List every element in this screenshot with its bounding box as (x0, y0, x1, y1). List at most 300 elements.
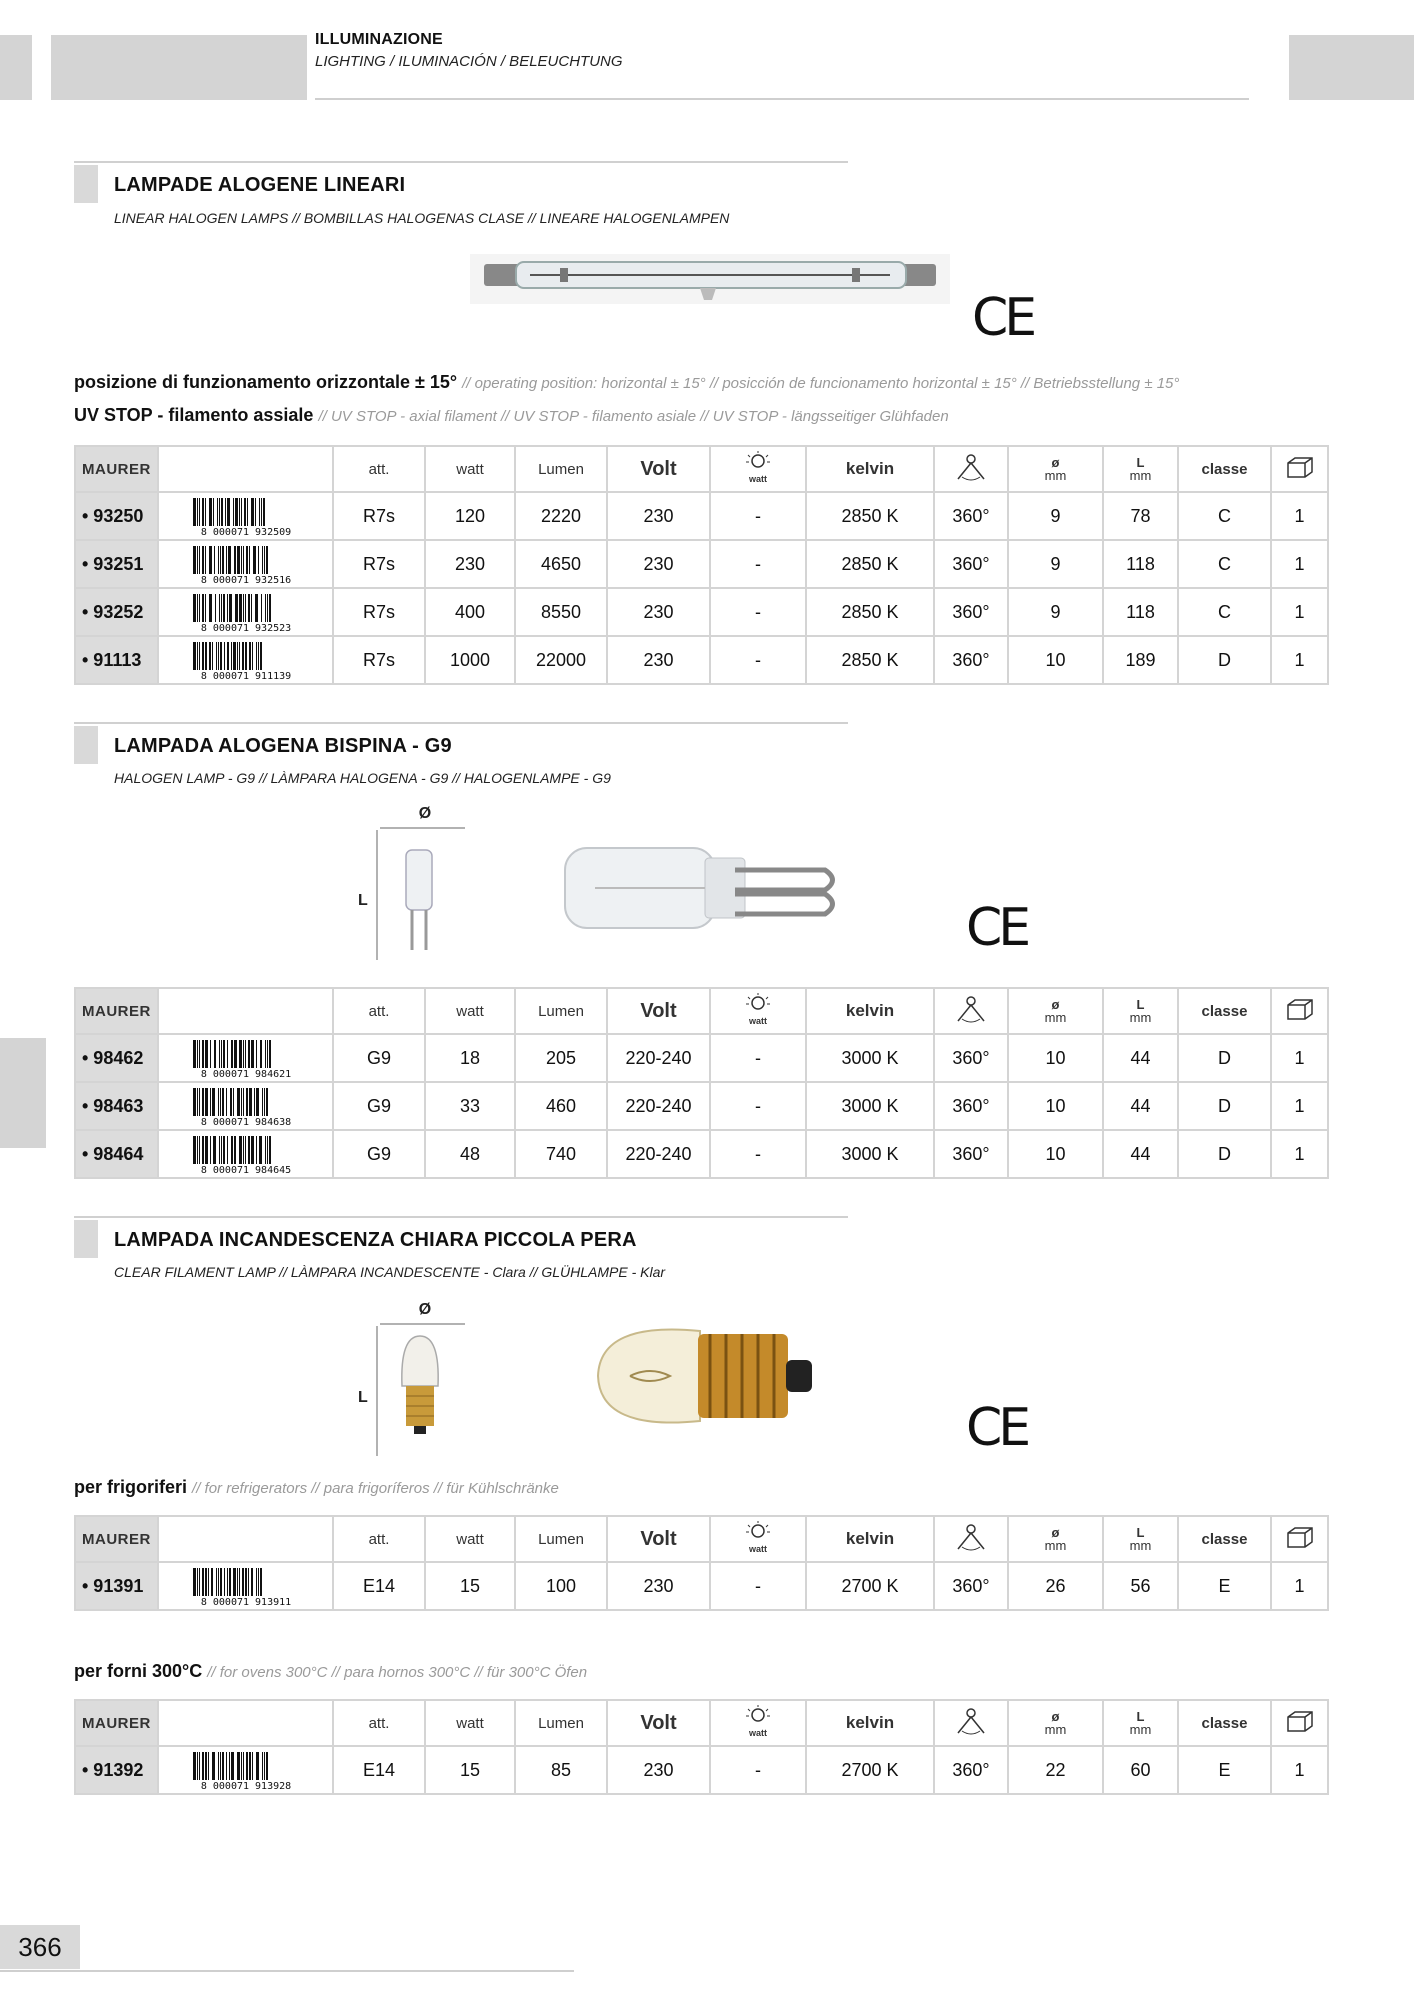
brand-logo: MAURER (75, 1700, 158, 1746)
barcode-bar (251, 1568, 253, 1596)
barcode-bar (199, 498, 200, 526)
spec-table-g9 (74, 987, 1329, 1179)
length-symbol: L (1136, 1525, 1145, 1540)
barcode-number: 8 000071 984638 (200, 1117, 291, 1126)
barcode-bar (209, 498, 212, 526)
barcode-bar (253, 546, 256, 574)
beam-angle-icon (954, 1521, 988, 1553)
cell-att: E14 (333, 1746, 425, 1794)
barcode-bar (243, 1040, 244, 1068)
barcode-bar (197, 594, 198, 622)
ce-mark: CE (966, 898, 1028, 958)
dim-length-label: L (358, 1389, 368, 1406)
cell-diameter: 9 (1008, 540, 1103, 588)
cell-att: G9 (333, 1130, 425, 1178)
barcode-bar (212, 642, 213, 670)
box-icon (1285, 1525, 1315, 1549)
barcode-bar (223, 1040, 225, 1068)
cell-watt: 230 (425, 540, 515, 588)
product-code: • 98464 (75, 1130, 158, 1178)
cell-diameter: 10 (1008, 636, 1103, 684)
spec-table-linear (74, 445, 1329, 685)
diameter-unit: mm (1044, 1722, 1067, 1737)
barcode-bar (227, 1568, 228, 1596)
cell-length: 118 (1103, 540, 1178, 588)
barcode-bar (202, 642, 204, 670)
table-row (75, 1130, 1328, 1178)
barcode-bar (212, 1752, 215, 1780)
barcode-bar (199, 1040, 200, 1068)
barcode-number: 8 000071 984621 (200, 1069, 291, 1078)
cell-att: R7s (333, 636, 425, 684)
cell-watt: 400 (425, 588, 515, 636)
barcode-bar (241, 546, 242, 574)
cell-classe: C (1178, 540, 1271, 588)
barcode-bar (258, 546, 259, 574)
cell-kelvin: 3000 K (806, 1130, 934, 1178)
box-icon (1285, 455, 1315, 479)
note-ovens (74, 1661, 587, 1682)
header-classe: classe (1178, 1516, 1271, 1562)
cell-kelvin: 2700 K (806, 1746, 934, 1794)
box-icon (1285, 997, 1315, 1021)
barcode-bar (262, 1752, 263, 1780)
section-subtitle: LINEAR HALOGEN LAMPS // BOMBILLAS HALOGENAS CLASE // LINEARE HALOGENLAMPEN (114, 210, 730, 226)
barcode-bar (254, 1088, 255, 1116)
cell-volt: 230 (607, 492, 710, 540)
dim-diameter-label: Ø (418, 805, 432, 822)
header-length (1103, 1700, 1178, 1746)
barcode-bar (255, 498, 256, 526)
header-ean (158, 1700, 333, 1746)
header-watt-equivalent (710, 1700, 806, 1746)
table-row (75, 492, 1328, 540)
footer-rule (0, 1970, 574, 1972)
barcode-bar (265, 1136, 266, 1164)
section-marker (74, 1220, 98, 1258)
barcode-bar (228, 546, 231, 574)
header-diameter (1008, 446, 1103, 492)
cell-att: R7s (333, 588, 425, 636)
header-lumen: Lumen (515, 1516, 607, 1562)
header-rule (315, 98, 1249, 100)
ean-barcode-cell (158, 1082, 333, 1130)
cell-lumen: 460 (515, 1082, 607, 1130)
barcode-bar (239, 498, 240, 526)
barcode-bar (265, 594, 266, 622)
bulb-icon (743, 1520, 773, 1554)
barcode-bar (197, 546, 198, 574)
table-header-row (75, 1700, 1328, 1746)
header-watt: watt (425, 988, 515, 1034)
barcode-bar (197, 642, 198, 670)
bulb-icon-label: watt (749, 1728, 767, 1738)
header-watt: watt (425, 446, 515, 492)
header-watt-equivalent (710, 1516, 806, 1562)
barcode-bar (205, 1136, 208, 1164)
header-kelvin: kelvin (806, 988, 934, 1034)
header-att: att. (333, 446, 425, 492)
barcode-bar (218, 1752, 219, 1780)
barcode-bar (239, 642, 240, 670)
cell-length: 56 (1103, 1562, 1178, 1610)
barcode-bar (262, 1088, 263, 1116)
barcode-bar (213, 498, 214, 526)
cell-wattequiv: - (710, 540, 806, 588)
cell-classe: C (1178, 492, 1271, 540)
barcode-bar (241, 1088, 242, 1116)
cell-att: G9 (333, 1034, 425, 1082)
barcode-bar (233, 1568, 236, 1596)
barcode-bar (202, 1040, 204, 1068)
header-lumen: Lumen (515, 988, 607, 1034)
header-watt-equivalent (710, 988, 806, 1034)
barcode-bar (267, 594, 268, 622)
barcode-bar (235, 498, 238, 526)
barcode-bar (193, 1752, 196, 1780)
cell-angle: 360° (934, 1034, 1008, 1082)
barcode-bar (220, 642, 222, 670)
header-kelvin: kelvin (806, 446, 934, 492)
beam-angle-icon (954, 993, 988, 1025)
barcode-bar (239, 1040, 242, 1068)
header-right-tab (1289, 35, 1414, 100)
note-light: // for refrigerators // para frigoríferos // für Kühlschränke (192, 1480, 559, 1497)
barcode-bar (245, 1568, 247, 1596)
cell-kelvin: 3000 K (806, 1082, 934, 1130)
box-icon (1285, 1709, 1315, 1733)
product-code: • 91392 (75, 1746, 158, 1794)
barcode-bar (239, 594, 242, 622)
barcode-bar (262, 546, 263, 574)
barcode-bar (209, 642, 211, 670)
barcode-number: 8 000071 913911 (200, 1597, 291, 1606)
product-code: • 91391 (75, 1562, 158, 1610)
header-watt: watt (425, 1516, 515, 1562)
table-row (75, 588, 1328, 636)
barcode-bar (239, 1136, 242, 1164)
barcode-bar (193, 642, 196, 670)
cell-classe: E (1178, 1746, 1271, 1794)
barcode-bar (221, 594, 222, 622)
cell-volt: 230 (607, 540, 710, 588)
cell-angle: 360° (934, 1082, 1008, 1130)
barcode-bar (231, 1752, 234, 1780)
cell-diameter: 10 (1008, 1130, 1103, 1178)
cell-length: 44 (1103, 1034, 1178, 1082)
barcode-bar (229, 1752, 230, 1780)
cell-length: 189 (1103, 636, 1178, 684)
barcode-bar (235, 594, 238, 622)
barcode-bar (237, 1088, 240, 1116)
cell-diameter: 26 (1008, 1562, 1103, 1610)
barcode-bar (269, 594, 271, 622)
header-volt: Volt (607, 1700, 710, 1746)
note-light: // UV STOP - axial filament // UV STOP - filamento asiale // UV STOP - längsseitiger Glühfaden (318, 408, 949, 425)
beam-angle-icon (954, 451, 988, 483)
bulb-icon-label: watt (749, 1016, 767, 1026)
barcode-bar (218, 546, 219, 574)
bulb-icon-label: watt (749, 1544, 767, 1554)
cell-kelvin: 3000 K (806, 1034, 934, 1082)
diameter-unit: mm (1044, 468, 1067, 483)
header-volt: Volt (607, 988, 710, 1034)
section-rule (74, 1216, 848, 1218)
barcode-bar (237, 1752, 240, 1780)
barcode-bar (260, 1568, 262, 1596)
barcode (181, 1086, 311, 1126)
header-title: ILLUMINAZIONE (315, 31, 443, 48)
barcode-bar (258, 642, 259, 670)
cell-angle: 360° (934, 588, 1008, 636)
barcode-bar (245, 1040, 246, 1068)
section-marker (74, 726, 98, 764)
spec-table-refrigerator (74, 1515, 1329, 1611)
header-angle (934, 1516, 1008, 1562)
barcode-bar (237, 546, 240, 574)
note-uv-stop (74, 405, 949, 426)
diameter-symbol: ø (1051, 1525, 1060, 1540)
barcode-bar (246, 1752, 248, 1780)
barcode-bar (237, 1568, 238, 1596)
cell-wattequiv: - (710, 1562, 806, 1610)
table-row (75, 540, 1328, 588)
barcode-bar (266, 1088, 268, 1116)
barcode-bar (214, 546, 215, 574)
cell-diameter: 9 (1008, 588, 1103, 636)
barcode-bar (245, 642, 247, 670)
barcode-bar (197, 1568, 198, 1596)
barcode-bar (229, 1568, 231, 1596)
header-diameter (1008, 1516, 1103, 1562)
section-subtitle: CLEAR FILAMENT LAMP // LÀMPARA INCANDESCENTE - Clara // GLÜHLAMPE - Klar (114, 1264, 666, 1280)
barcode-bar (241, 498, 242, 526)
note-light: // operating position: horizontal ± 15° // posicción de funcionamento horizontal ± 15° // Betriebsstellung ± 15° (462, 375, 1180, 392)
side-tab (0, 1038, 46, 1148)
cell-length: 44 (1103, 1130, 1178, 1178)
barcode-bar (264, 1752, 265, 1780)
barcode-bar (256, 1568, 257, 1596)
barcode (181, 1134, 311, 1174)
barcode-bar (258, 1568, 259, 1596)
barcode-bar (265, 1040, 266, 1068)
header-diameter (1008, 988, 1103, 1034)
cell-length: 44 (1103, 1082, 1178, 1130)
header-lumen: Lumen (515, 1700, 607, 1746)
cell-classe: D (1178, 1082, 1271, 1130)
barcode-bar (229, 594, 232, 622)
section-subtitle: HALOGEN LAMP - G9 // LÀMPARA HALOGENA - G9 // HALOGENLAMPE - G9 (114, 770, 611, 786)
barcode-bar (210, 1040, 211, 1068)
cell-lumen: 22000 (515, 636, 607, 684)
ean-barcode-cell (158, 492, 333, 540)
cell-angle: 360° (934, 1746, 1008, 1794)
cell-lumen: 85 (515, 1746, 607, 1794)
barcode-bar (260, 642, 262, 670)
cell-kelvin: 2850 K (806, 588, 934, 636)
barcode-bar (248, 1040, 250, 1068)
barcode-bar (234, 546, 236, 574)
section-title: LAMPADE ALOGENE LINEARI (114, 174, 406, 196)
barcode-bar (193, 546, 196, 574)
cell-watt: 15 (425, 1746, 515, 1794)
barcode-bar (199, 1752, 200, 1780)
barcode-bar (227, 1136, 228, 1164)
barcode-bar (193, 1088, 196, 1116)
header-att: att. (333, 1700, 425, 1746)
barcode-bar (226, 1752, 227, 1780)
barcode-bar (226, 1088, 227, 1116)
barcode-bar (205, 594, 206, 622)
barcode-bar (249, 642, 251, 670)
barcode-bar (220, 1752, 221, 1780)
header-kelvin: kelvin (806, 1516, 934, 1562)
barcode-bar (260, 1040, 262, 1068)
barcode-bar (199, 642, 200, 670)
g9-lamp-image (555, 838, 845, 938)
header-angle (934, 446, 1008, 492)
table-header-row (75, 446, 1328, 492)
barcode-bar (267, 1136, 268, 1164)
barcode-bar (220, 1088, 221, 1116)
note-bold: per forni 300°C (74, 1661, 203, 1681)
barcode-bar (225, 498, 226, 526)
barcode-bar (193, 1040, 196, 1068)
header-subtitle: LIGHTING / ILUMINACIÓN / BELEUCHTUNG (315, 53, 623, 70)
barcode-bar (213, 1136, 216, 1164)
note-refrigerators (74, 1477, 559, 1498)
cell-diameter: 10 (1008, 1082, 1103, 1130)
barcode-bar (202, 1568, 204, 1596)
ean-barcode-cell (158, 636, 333, 684)
header-diameter (1008, 1700, 1103, 1746)
cell-volt: 220-240 (607, 1082, 710, 1130)
length-unit: mm (1129, 1010, 1152, 1025)
barcode-bar (252, 642, 253, 670)
dim-length-label: L (358, 892, 368, 909)
header-angle (934, 988, 1008, 1034)
barcode-bar (218, 1088, 219, 1116)
barcode-bar (255, 594, 258, 622)
header-length (1103, 988, 1178, 1034)
barcode-bar (221, 1040, 222, 1068)
cell-qty: 1 (1271, 636, 1328, 684)
header-att: att. (333, 1516, 425, 1562)
cell-kelvin: 2850 K (806, 492, 934, 540)
barcode-bar (234, 1040, 237, 1068)
diameter-symbol: ø (1051, 997, 1060, 1012)
barcode (181, 1038, 311, 1078)
barcode-bar (264, 546, 265, 574)
barcode-bar (243, 1752, 244, 1780)
barcode-bar (197, 1136, 198, 1164)
table-header-row (75, 1516, 1328, 1562)
cell-length: 78 (1103, 492, 1178, 540)
section-title: LAMPADA ALOGENA BISPINA - G9 (114, 735, 452, 757)
header-block (51, 35, 307, 100)
cell-length: 118 (1103, 588, 1178, 636)
note-operating-position (74, 372, 1179, 393)
bulb-icon (743, 1704, 773, 1738)
note-bold: posizione di funzionamento orizzontale ± 15° (74, 372, 458, 392)
cell-classe: D (1178, 1130, 1271, 1178)
cell-att: G9 (333, 1082, 425, 1130)
barcode-bar (261, 498, 262, 526)
header-package (1271, 1700, 1328, 1746)
cell-watt: 15 (425, 1562, 515, 1610)
cell-kelvin: 2850 K (806, 540, 934, 588)
table-row (75, 1746, 1328, 1794)
ean-barcode-cell (158, 1130, 333, 1178)
barcode-bar (193, 1568, 196, 1596)
barcode-bar (226, 546, 227, 574)
product-code: • 93250 (75, 492, 158, 540)
cell-watt: 120 (425, 492, 515, 540)
barcode-bar (256, 1088, 259, 1116)
barcode-bar (205, 546, 206, 574)
header-classe: classe (1178, 446, 1271, 492)
length-unit: mm (1129, 1538, 1152, 1553)
ean-barcode-cell (158, 588, 333, 636)
barcode-bar (248, 594, 250, 622)
barcode-number: 8 000071 932523 (200, 623, 291, 632)
ean-barcode-cell (158, 1034, 333, 1082)
cell-att: E14 (333, 1562, 425, 1610)
barcode-bar (209, 546, 212, 574)
barcode-bar (243, 594, 244, 622)
cell-wattequiv: - (710, 1746, 806, 1794)
cell-length: 60 (1103, 1746, 1178, 1794)
length-unit: mm (1129, 1722, 1152, 1737)
barcode-bar (259, 1136, 262, 1164)
note-bold: per frigoriferi (74, 1477, 188, 1497)
barcode-bar (211, 1568, 213, 1596)
barcode-bar (214, 1040, 216, 1068)
barcode-bar (249, 546, 250, 574)
barcode-bar (231, 1040, 233, 1068)
barcode-bar (227, 1040, 228, 1068)
barcode-bar (208, 1752, 209, 1780)
cell-diameter: 9 (1008, 492, 1103, 540)
cell-kelvin: 2700 K (806, 1562, 934, 1610)
cell-volt: 230 (607, 636, 710, 684)
barcode-bar (199, 546, 200, 574)
barcode-number: 8 000071 984645 (200, 1165, 291, 1174)
barcode-bar (259, 498, 260, 526)
barcode (181, 640, 311, 680)
barcode-bar (233, 498, 234, 526)
barcode-bar (222, 546, 224, 574)
cell-wattequiv: - (710, 1082, 806, 1130)
beam-angle-icon (954, 1705, 988, 1737)
length-symbol: L (1136, 997, 1145, 1012)
barcode (181, 592, 311, 632)
header-volt: Volt (607, 446, 710, 492)
barcode-number: 8 000071 932516 (200, 575, 291, 584)
cell-watt: 33 (425, 1082, 515, 1130)
pear-lamp-image (590, 1316, 830, 1436)
barcode-bar (247, 498, 248, 526)
barcode-bar (202, 1136, 204, 1164)
barcode-number: 8 000071 932509 (200, 527, 291, 536)
ce-mark: CE (966, 1398, 1028, 1458)
section-rule (74, 722, 848, 724)
header-length (1103, 446, 1178, 492)
barcode-bar (241, 1752, 242, 1780)
barcode-bar (193, 1136, 196, 1164)
barcode-bar (249, 1088, 252, 1116)
barcode-bar (219, 594, 220, 622)
